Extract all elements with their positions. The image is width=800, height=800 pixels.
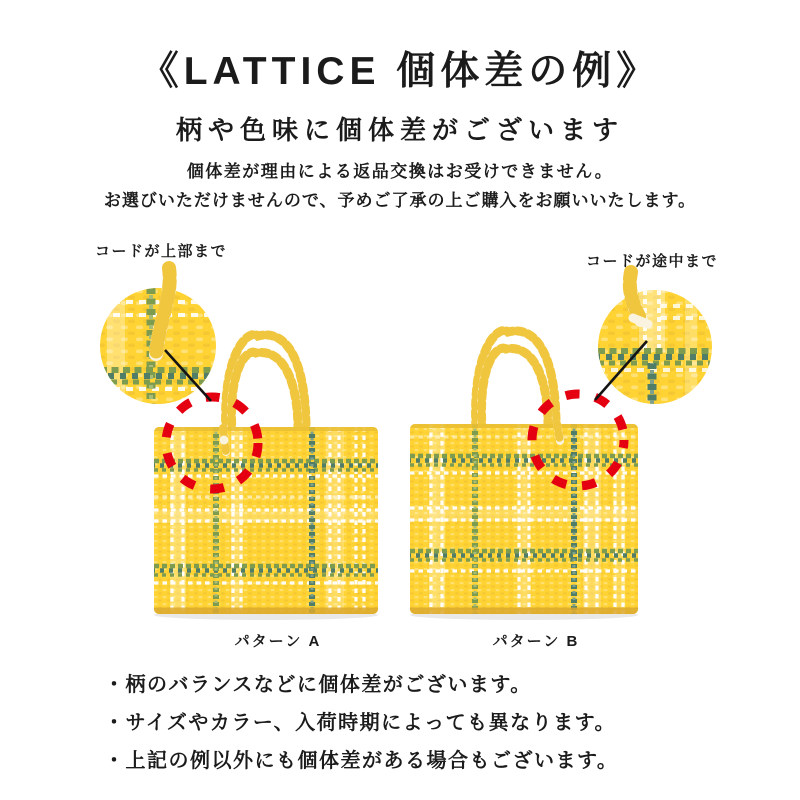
note-item: ・サイズやカラー、入荷時期によっても異なります。 [104, 712, 616, 734]
caption-pattern-b: パターン B [492, 633, 580, 650]
page-subtitle: 柄や色味に個体差がございます [175, 115, 624, 145]
description-line-1: 個体差が理由による返品交換はお受けできません。 [186, 162, 614, 181]
magnifier-inset-a [96, 268, 220, 408]
notes-list [104, 666, 764, 780]
bag-a-body [154, 427, 378, 614]
bag-b-cord-stub [557, 424, 560, 441]
callout-label-cord-partway: コードが途中まで [586, 253, 719, 270]
note-item: ・柄のバランスなどに個体差がございます。 [104, 674, 532, 696]
bag-b-illustration [410, 330, 638, 620]
magnifier-inset-b [594, 272, 716, 408]
description-line-2: お選びいただけませんので、予めご了承の上ご購入をお願いいたします。 [103, 191, 697, 210]
page-title: 《LATTICE 個体差の例》 [139, 50, 661, 93]
caption-pattern-a: パターン A [234, 633, 322, 650]
callout-label-cord-to-top: コードが上部まで [95, 243, 228, 260]
bag-a-handles [226, 334, 306, 432]
note-item: ・上記の例以外にも個体差がある場合もございます。 [104, 750, 619, 772]
bag-b-body [410, 424, 638, 614]
